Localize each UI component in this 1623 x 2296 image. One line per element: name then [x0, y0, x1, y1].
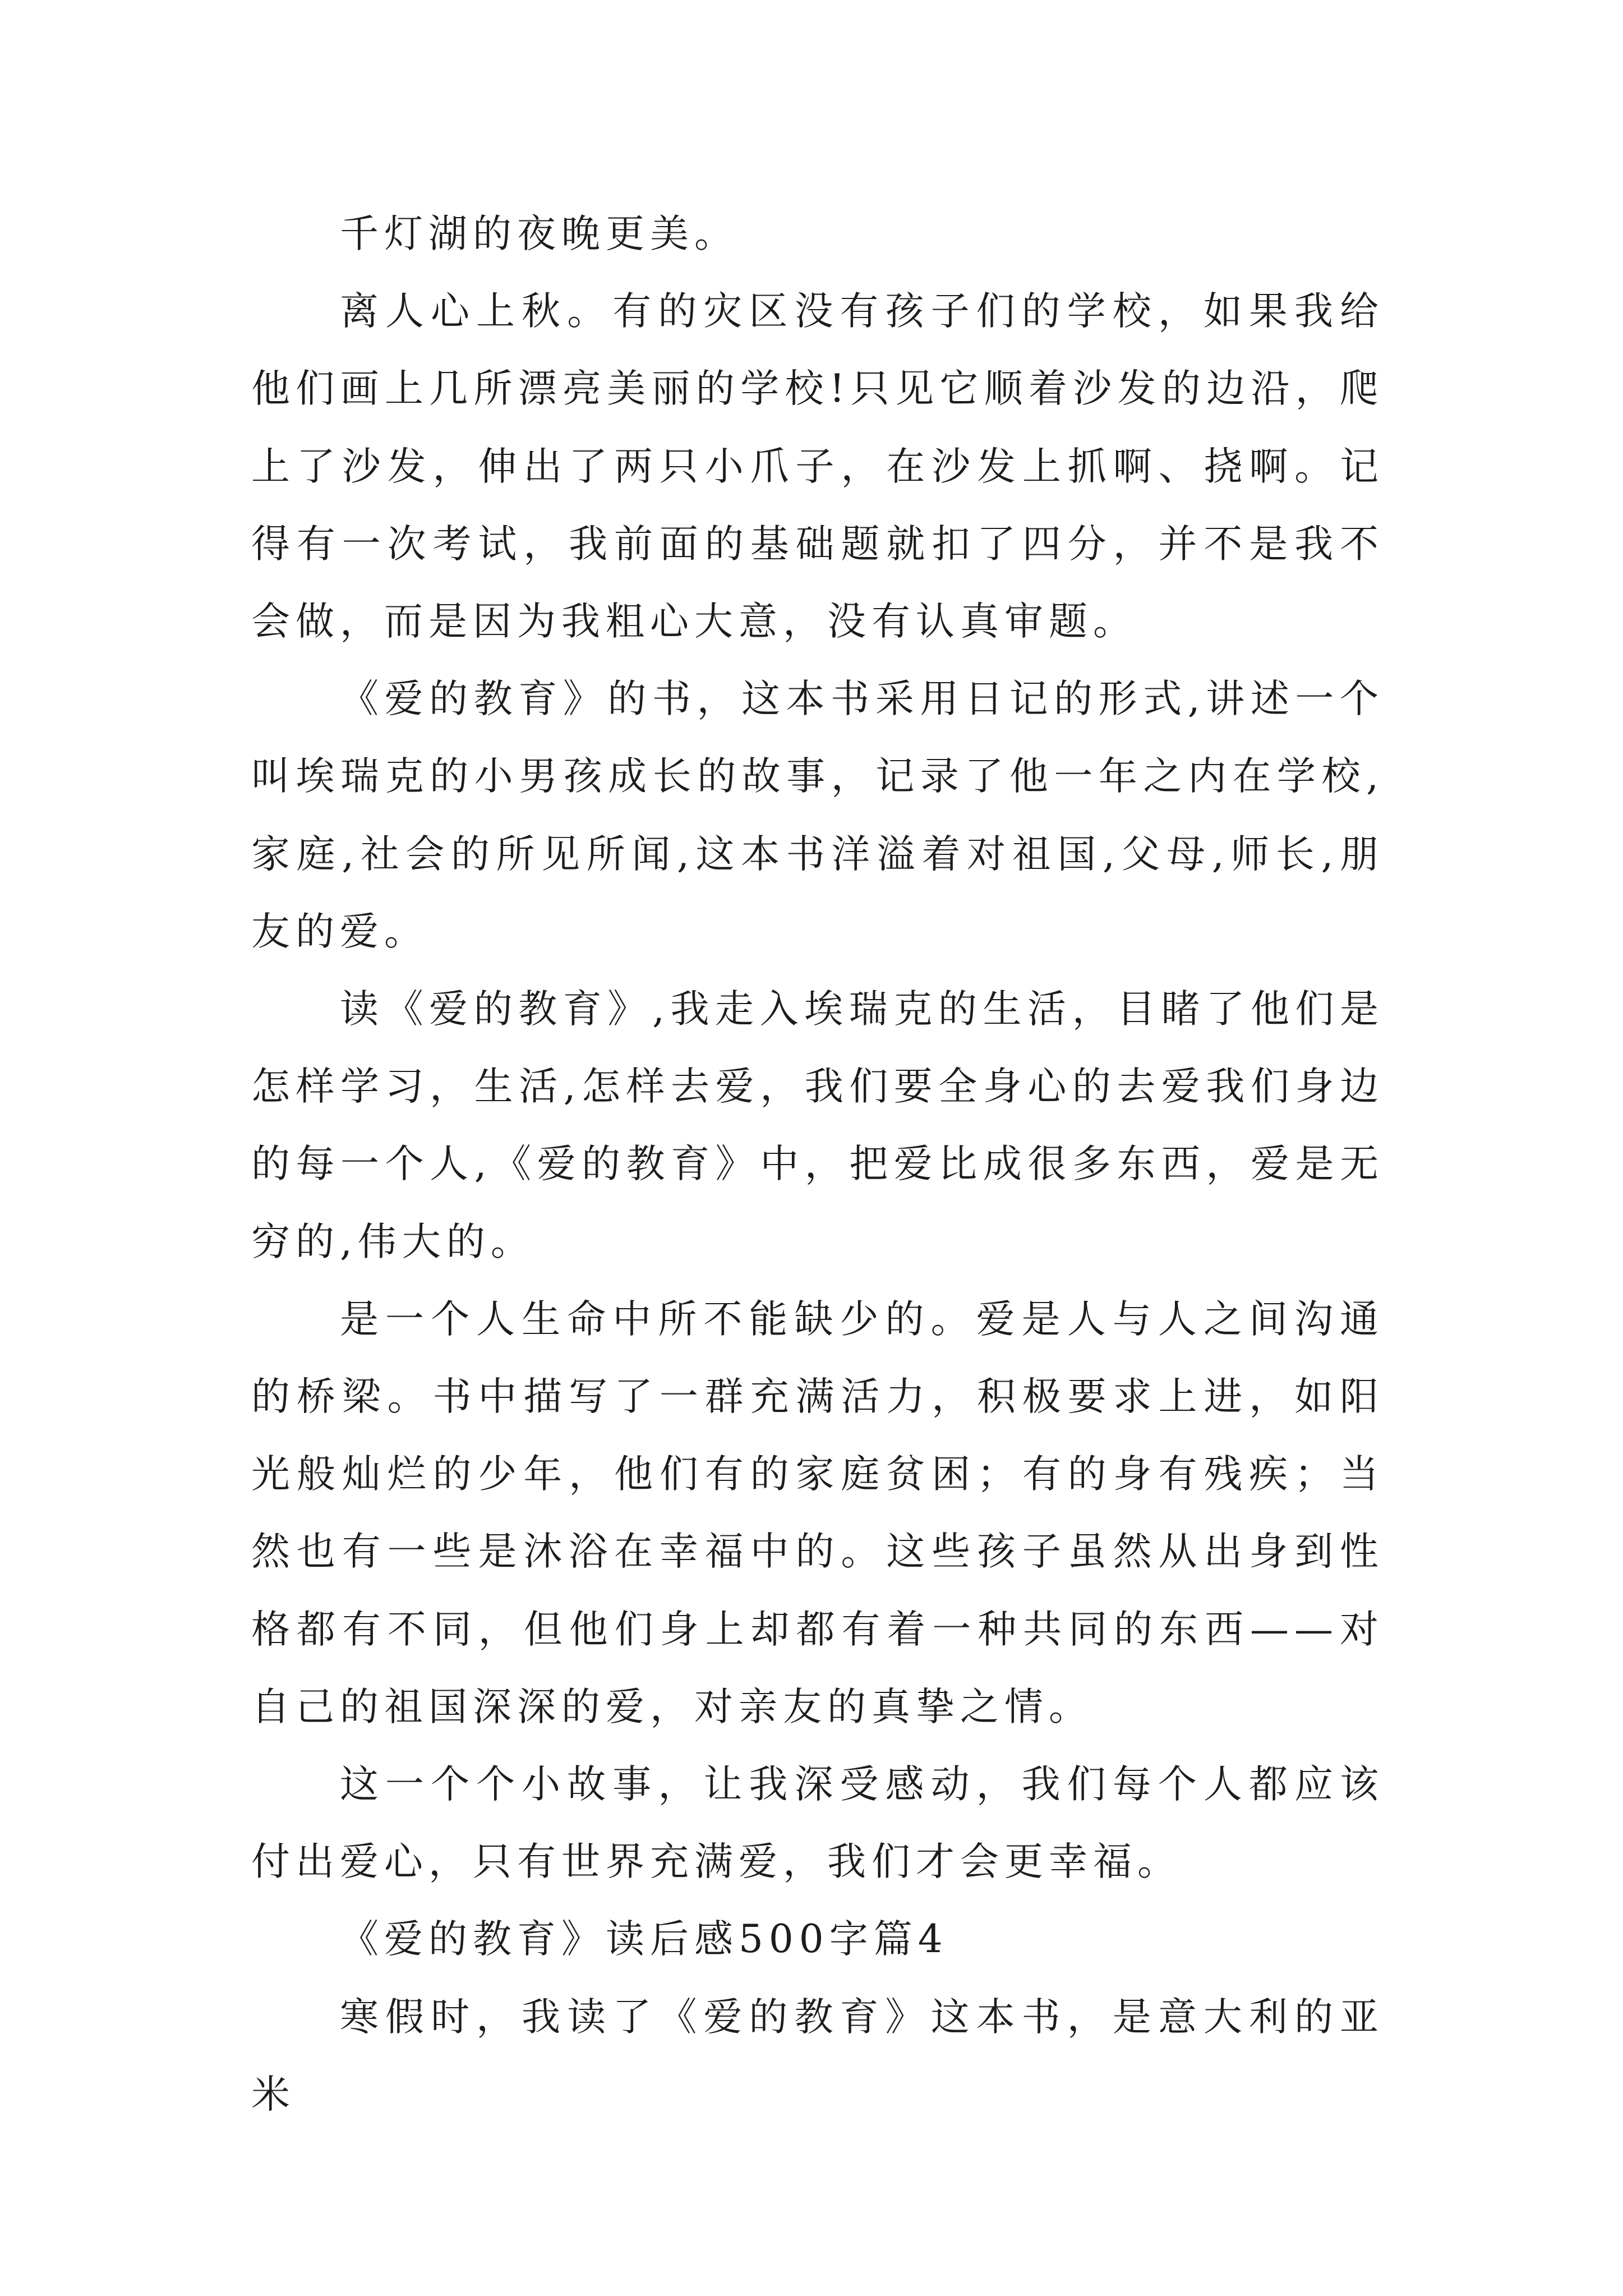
paragraph-7: 寒假时，我读了《爱的教育》这本书，是意大利的亚米 [251, 1994, 1384, 2117]
paragraph-5: 是一个人生命中所不能缺少的。爱是人与人之间沟通的桥梁。书中描写了一群充满活力，积极要求上进，如阳光般灿烂的少年，他们有的家庭贫困；有的身有残疾；当然也有一些是沐浴在幸福中的。这些孩子虽然从出身到性格都有不同，但他们身上却都有着一种共同的东西——对自己的祖国深深的爱，对亲友的真挚之情。 [251, 1296, 1384, 1729]
paragraph-1: 千灯湖的夜晚更美。 [340, 211, 739, 256]
document-body [251, 195, 1384, 2133]
paragraph-2: 离人心上秋。有的灾区没有孩子们的学校，如果我给他们画上几所漂亮美丽的学校!只见它顺着沙发的边沿，爬上了沙发，伸出了两只小爪子，在沙发上抓啊、挠啊。记得有一次考试，我前面的基础题就扣了四分，并不是我不会做，而是因为我粗心大意，没有认真审题。 [251, 289, 1384, 645]
section-heading: 《爱的教育》读后感500字篇4 [340, 1917, 948, 1962]
paragraph-6: 这一个个小故事，让我深受感动，我们每个人都应该付出爱心，只有世界充满爱，我们才会更幸福。 [251, 1762, 1384, 1885]
paragraph-3: 《爱的教育》的书，这本书采用日记的形式,讲述一个叫埃瑞克的小男孩成长的故事，记录了他一年之内在学校,家庭,社会的所见所闻,这本书洋溢着对祖国,父母,师长,朋友的爱。 [251, 677, 1384, 954]
paragraph-4: 读《爱的教育》,我走入埃瑞克的生活，目睹了他们是怎样学习，生活,怎样去爱，我们要全身心的去爱我们身边的每一个人,《爱的教育》中，把爱比成很多东西，爱是无穷的,伟大的。 [251, 987, 1384, 1264]
